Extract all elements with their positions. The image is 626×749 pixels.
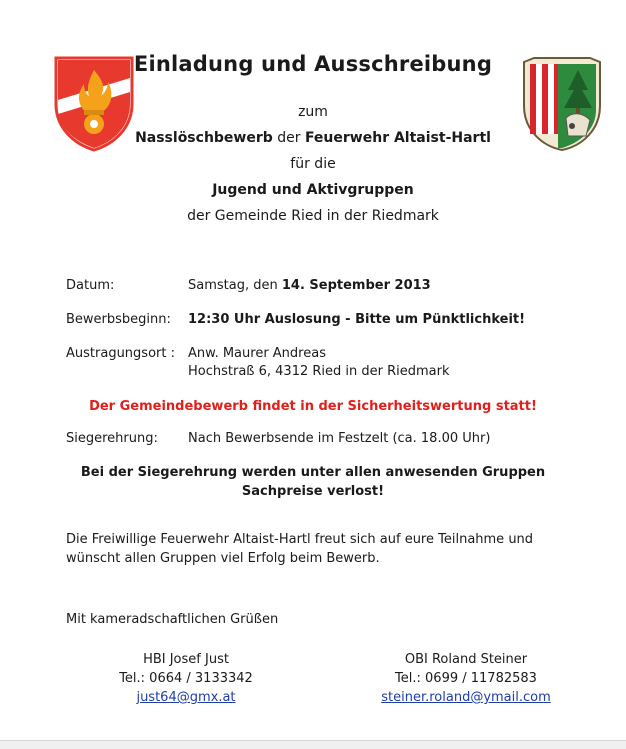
signature-name: HBI Josef Just: [143, 652, 229, 667]
signature-phone: Tel.: 0664 / 3133342: [119, 671, 253, 686]
signature-phone: Tel.: 0699 / 11782583: [395, 671, 537, 686]
beginn-value: 12:30 Uhr Auslosung - Bitte um Pünktlichkeit!: [188, 312, 526, 327]
closing-paragraph-line-1: Die Freiwillige Feuerwehr Altaist-Hartl freut sich auf eure Teilnahme und: [66, 532, 534, 547]
sieger-label: Siegerehrung:: [66, 431, 158, 446]
header-competition-line: [0, 130, 626, 146]
email-link[interactable]: steiner.roland@ymail.com: [381, 690, 551, 705]
datum-value: [188, 278, 431, 293]
header-groups: Jugend und Aktivgruppen: [212, 182, 414, 198]
ort-line2: Hochstraß 6, 4312 Ried in der Riedmark: [188, 364, 450, 379]
competition-connector: der: [272, 130, 305, 146]
header-municipality: der Gemeinde Ried in der Riedmark: [187, 208, 439, 224]
ort-label: Austragungsort :: [66, 346, 175, 361]
notice-safety-rating: Der Gemeindebewerb findet in der Sicherheitswertung statt!: [89, 399, 537, 414]
signature-left: [96, 650, 276, 707]
ort-line1: Anw. Maurer Andreas: [188, 346, 326, 361]
brigade-name: Feuerwehr Altaist-Hartl: [304, 130, 491, 146]
competition-name: Nasslöschbewerb: [135, 130, 273, 146]
header-line-zum: zum: [298, 104, 328, 120]
sieger-value: Nach Bewerbsende im Festzelt (ca. 18.00 Uhr): [188, 431, 491, 446]
document-title: Einladung und Ausschreibung: [133, 52, 493, 76]
closing-greeting: Mit kameradschaftlichen Grüßen: [66, 612, 279, 627]
beginn-label: Bewerbsbeginn:: [66, 312, 171, 327]
closing-paragraph-line-2: wünscht allen Gruppen viel Erfolg beim Bewerb.: [66, 551, 380, 566]
email-link[interactable]: just64@gmx.at: [136, 690, 236, 705]
prize-line-1: Bei der Siegerehrung werden unter allen anwesenden Gruppen: [80, 465, 546, 480]
signature-name: OBI Roland Steiner: [404, 652, 528, 667]
datum-label: Datum:: [66, 278, 115, 293]
header-line-fuer-die: für die: [290, 156, 336, 172]
prize-line-2: Sachpreise verlost!: [241, 484, 385, 499]
signature-right: [366, 650, 566, 707]
datum-date: 14. September 2013: [281, 278, 431, 293]
datum-prefix: Samstag, den: [188, 278, 282, 293]
